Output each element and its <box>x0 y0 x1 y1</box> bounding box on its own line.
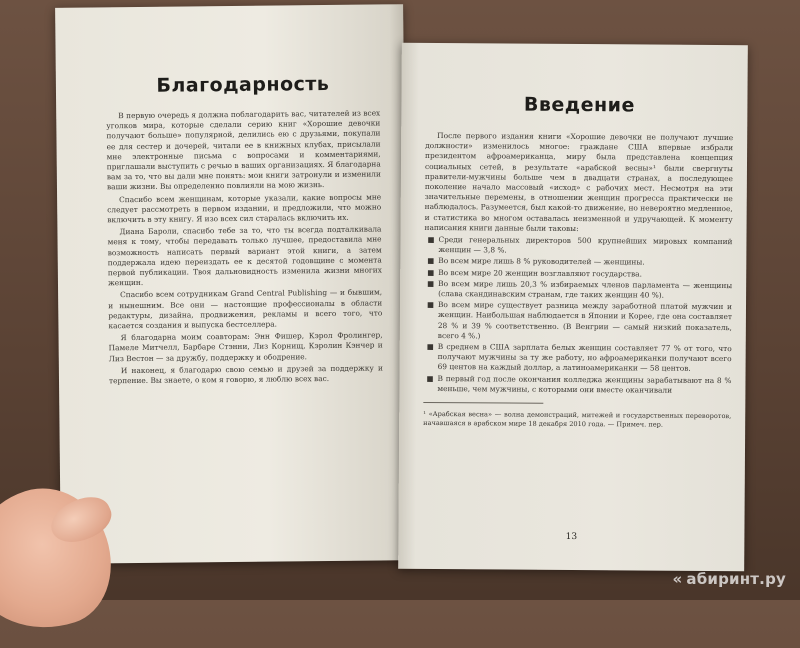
bullet-icon: ■ <box>427 267 435 277</box>
statistics-list-item: ■ В первый год после окончания колледжа женщины зарабатывают на 8 % меньше, чем мужчины, с которыми они вместе оканчивали <box>426 373 732 395</box>
statistics-list-item: ■ Среди генеральных директоров 500 крупнейших мировых компаний женщин — 3,8 %. <box>427 235 733 255</box>
left-page <box>55 4 409 564</box>
bullet-icon: ■ <box>426 300 435 310</box>
bullet-icon: ■ <box>427 256 435 266</box>
acknowledgements-paragraph: Диана Бароли, спасибо тебе за то, что ты всегда подталкивала меня к тому, чтобы передавать только лучшее, предоставила мне возможность написать первый вариант этой книги, а затем поддержала идею переиздать ее к десятой годовщине с момента первой публикации. Твоя дальновидность изменила жизни многих женщин. <box>107 224 382 288</box>
acknowledgements-paragraph: Спасибо всем сотрудникам Grand Central Publishing — и бывшим, и нынешним. Все они — настоящие профессионалы в области редактуры, дизайна, продвижения, рекламы и всего того, что касается создания и выпуска бестселлера. <box>108 287 383 331</box>
watermark-text: абиринт.ру <box>686 570 786 588</box>
statistics-list <box>423 235 732 396</box>
bullet-icon: ■ <box>426 342 434 352</box>
introduction-paragraph: После первого издания книги «Хорошие девочки не получают лучшие должности» изменилось многое: граждане США впервые избрали президентом афроамериканца, миру была представлена концепция социальных сетей, в результате «арабской весны»¹ были свергнуты правители-мужчины больше чем в двадцати странах, а последующее поколение начало массовый «исход» с рабочих мест. Несмотря на эти значительные перемены, в отношении женщин прогресса практически не наблюдалось. Разумеется, был какой-то движение, но невероятно медленное, и статистика во многом оставалась неизменной и удручающей. К моменту написания книги данные были таковы: <box>424 131 734 233</box>
page-number: 13 <box>565 531 578 543</box>
statistics-list-item: ■ Во всем мире 20 женщин возглавляют государства. <box>427 267 642 279</box>
footnote: ¹ «Арабская весна» — волна демонстраций, митежей и государственных переворотов, начавшаяся в арабском мире 18 декабря 2010 года. — Примеч. пер. <box>423 409 732 429</box>
acknowledgements-paragraph: И наконец, я благодарю свою семью и друзей за поддержку и терпение. Вы знаете, о ком я говорю, я люблю всех вас. <box>108 363 383 386</box>
right-page <box>398 43 748 571</box>
footnote-divider <box>423 402 543 404</box>
bullet-icon: ■ <box>426 373 434 383</box>
introduction-title: Введение <box>523 93 635 117</box>
labirint-logo-icon: « <box>672 570 683 588</box>
acknowledgements-paragraph: Я благодарна моим соавторам: Энн Фишер, Кэрол Фролингер, Памеле Митчелл, Барбаре Стэнни, Лиз Корнищ, Кэролин Кэнчер и Лиз Вестон — за дружбу, поддержку и ободрение. <box>108 330 383 363</box>
acknowledgements-paragraph: Спасибо всем женщинам, которые указали, какие вопросы мне следует рассмотреть в первом издании, и предложили, что можно включить в эту книгу. Я изо всех сил старалась включить их. <box>107 192 382 225</box>
bullet-icon: ■ <box>427 235 435 245</box>
statistics-list-item: ■ Во всем мире лишь 20,3 % избираемых членов парламента — женщины (слава скандинавским странам, где таких женщин 40 %). <box>427 278 733 300</box>
labirint-watermark <box>672 570 786 588</box>
acknowledgements-paragraph: В первую очередь я должна поблагодарить вас, читателей из всех уголков мира, которые сделали серию книг «Хорошие девочки получают больше» популярной, делились ею с друзьями, покупали ее для сестер и дочерей, читали ее в книжных клубах, присылали мне электронные письма с вопросами и комментариями, приглашали выступить с речью в ваших организациях. Я благодарна вам за то, что вы дали мне понять: мои книги затронули и изменили ваши жизни. Вы определенно повлияли на мою жизнь. <box>106 108 381 192</box>
bullet-icon: ■ <box>427 278 435 288</box>
statistics-list-item: ■ Во всем мире существует разница между заработной платой мужчин и женщин. Наибольшая наблюдается в Японии и Корее, где она составляет 28 % и 39 % соответственно. (В Венгрии — самый низкий показатель, всего 4 %.) <box>426 300 733 341</box>
statistics-list-item: ■ В среднем в США зарплата белых женщин составляет 77 % от того, что получают мужчины за ту же работу, но афроамериканки получают всего 69 центов на каждый доллар, а латиноамериканки — 58 центов. <box>426 342 732 374</box>
statistics-list-item: ■ Во всем мире лишь 8 % руководителей — женщины. <box>427 256 645 267</box>
acknowledgements-title: Благодарность <box>156 72 330 97</box>
